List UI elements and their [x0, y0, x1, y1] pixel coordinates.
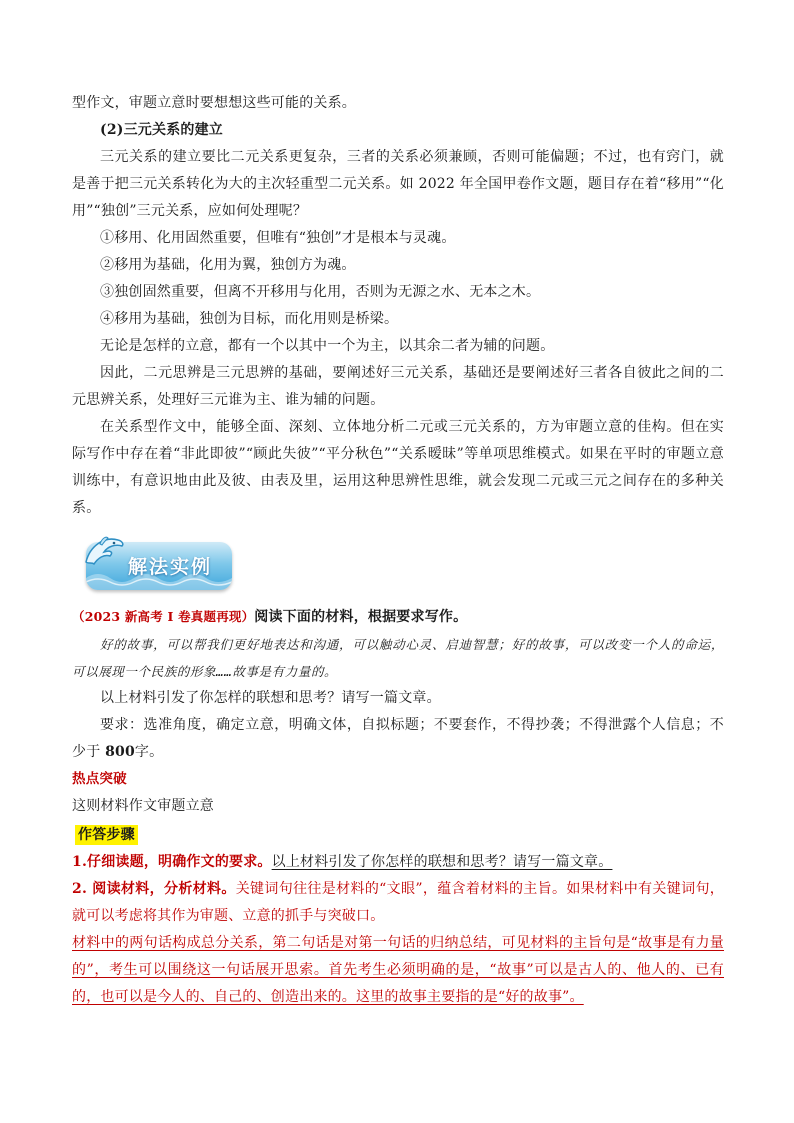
dolphin-icon — [80, 532, 128, 572]
list-item: ①移用、化用固然重要，但唯有“独创”才是根本与灵魂。 — [100, 230, 456, 246]
paragraph: 无论是怎样的立意，都有一个以其中一个为主，以其余二者为辅的问题。 — [100, 338, 555, 354]
step-2 — [72, 876, 724, 930]
step-1 — [72, 849, 724, 876]
material-text: 好的故事，可以帮我们更好地表达和沟通，可以触动心灵、启迪智慧；好的故事，可以改变一个人的命运，可以展现一个民族的形象……故事是有力量的。 — [72, 637, 724, 679]
section-heading: (2)三元关系的建立 — [100, 122, 223, 138]
banner-label: 解法实例 — [128, 556, 213, 578]
step-2-text: 关键词句往往是材料的“文眼”，蕴含着材料的主旨。如果材料中有关键词句，就可以考虑将其作为审题、立意的抓手与突破口。 — [72, 881, 724, 924]
paragraph: 在关系型作文中，能够全面、深刻、立体地分析二元或三元关系的，方为审题立意的佳构。但在实际写作中存在着“非此即彼”“顾此失彼”“平分秋色”“关系暧昧”等单项思维模式。如果在平时的审题立意训练中，有意识地由此及彼、由表及里，运用这种思辨性思维，就会发现二元或三元之间存在的多种关系。 — [72, 419, 724, 516]
page-content — [72, 90, 724, 522]
step-2-title: 2. 阅读材料，分析材料。 — [72, 881, 236, 897]
example-section — [72, 603, 724, 1011]
requirement-suffix: 字。 — [134, 744, 164, 760]
paragraph: 三元关系的建立要比二元关系更复杂，三者的关系必须兼顾，否则可能偏题；不过，也有窍门，就是善于把三元关系转化为大的主次轻重型二元关系。如 2022 年全国甲卷作文题，题目存在着“移用”“化用”“独创”三元关系，应如何处理呢？ — [72, 149, 724, 219]
word-count: 800 — [105, 744, 135, 760]
answer-steps-label: 作答步骤 — [75, 825, 138, 845]
paragraph: 因此，二元思辨是三元思辨的基础，要阐述好三元关系，基础还是要阐述好三者各自彼此之间的二元思辨关系，处理好三元谁为主、谁为辅的问题。 — [72, 365, 724, 408]
example-requirement — [72, 712, 724, 766]
example-prompt — [72, 603, 724, 631]
paragraph: 型作文，审题立意时要想想这些可能的关系。 — [72, 95, 356, 111]
list-item: ②移用为基础，化用为翼，独创方为魂。 — [100, 257, 356, 273]
solution-example-banner — [80, 532, 232, 594]
steps-heading-line — [72, 822, 724, 849]
step-1-title: 1.仔细读题，明确作文的要求。 — [72, 854, 272, 870]
hot-topic-title: 热点突破 — [72, 771, 127, 787]
hot-topic-subtitle: 这则材料作文审题立意 — [72, 798, 214, 814]
exam-source: （2023 新高考 I 卷真题再现） — [72, 609, 255, 624]
step-1-text: 以上材料引发了你怎样的联想和思考？请写一篇文章。 — [271, 854, 613, 870]
example-instruction: 阅读下面的材料，根据要求写作。 — [254, 609, 468, 625]
list-item: ③独创固然重要，但离不开移用与化用，否则为无源之水、无本之木。 — [100, 284, 541, 300]
example-question: 以上材料引发了你怎样的联想和思考？请写一篇文章。 — [100, 690, 441, 706]
step-2-analysis: 材料中的两句话构成总分关系，第二句话是对第一句话的归纳总结，可见材料的主旨句是“故事是有力量的”，考生可以围绕这一句话展开思索。首先考生必须明确的是，“故事”可以是古人的、他人的、已有的，也可以是今人的、自己的、创造出来的。这里的故事主要指的是“好的故事”。 — [72, 935, 724, 1005]
list-item: ④移用为基础，独创为目标，而化用则是桥梁。 — [100, 311, 399, 327]
requirement-text: 要求：选准角度，确定立意，明确文体，自拟标题；不要套作，不得抄袭；不得泄露个人信息；不少于 — [72, 717, 724, 760]
